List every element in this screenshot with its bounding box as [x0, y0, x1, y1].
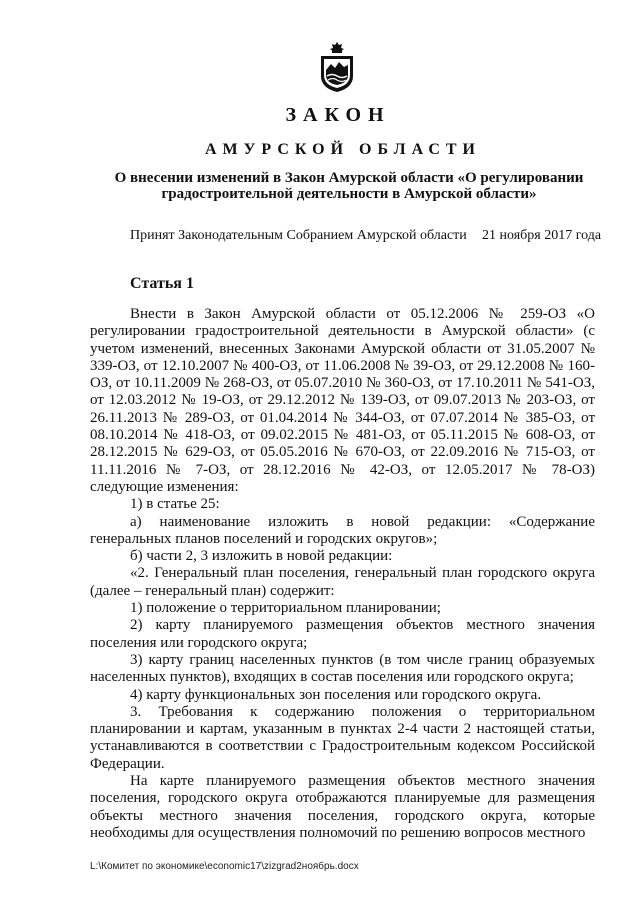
paragraph: Внести в Закон Амурской области от 05.12.2006 № 259-ОЗ «О регулировании градостроительной деятельности в Амурской области» (с учетом изменений, внесенных Законами Амурской области от 31.05.2007 № 339-ОЗ, от 12.10.2007 № 400-ОЗ, от 11.06.2008 № 39-ОЗ, от 29.12.2008 № 160-ОЗ, от 10.11.2009 № 268-ОЗ, от 05.07.2010 № 360-ОЗ, от 17.10.2011 № 541-ОЗ, от 12.03.2012 № 19-ОЗ, от 29.12.2012 № 139-ОЗ, от 09.07.2013 № 203-ОЗ, от 26.11.2013 № 289-ОЗ, от 01.04.2014 № 344-ОЗ, от 07.07.2014 № 385-ОЗ, от 08.10.2014 № 418-ОЗ, от 09.02.2015 № 481-ОЗ, от 05.11.2015 № 608-ОЗ, от 28.12.2015 № 629-ОЗ, от 05.05.2016 № 670-ОЗ, от 22.09.2016 № 715-ОЗ, от 11.11.2016 № 7-ОЗ, от 28.12.2016 № 42-ОЗ, от 12.05.2017 № 78-ОЗ) следующие изменения:	[90, 306, 595, 495]
document-title: ЗАКОН	[285, 104, 391, 126]
paragraph: а) наименование изложить в новой редакции: «Содержание генеральных планов поселений и городских округов»;	[90, 513, 595, 547]
paragraph: 3. Требования к содержанию положения о территориальном планировании и картам, указанным в пунктах 2-4 части 2 настоящей статьи, устанавливаются в соответствии с Градостроительным кодексом Российской Федерации.	[90, 703, 595, 772]
paragraph: 1) в статье 25:	[130, 496, 220, 513]
file-path-footer: L:\Комитет по экономике\economic17\zizgrad2ноябрь.docx	[90, 861, 359, 872]
article-heading: Статья 1	[130, 275, 194, 292]
paragraph: «2. Генеральный план поселения, генеральный план городского округа (далее – генеральный план) содержит:	[90, 565, 595, 599]
document-region: АМУРСКОЙ ОБЛАСТИ	[205, 141, 481, 158]
paragraph: 2) карту планируемого размещения объектов местного значения поселения или городского округа;	[90, 617, 595, 651]
paragraph: 1) положение о территориальном планировании;	[130, 600, 441, 617]
article-body	[90, 306, 595, 842]
paragraph: 3) карту границ населенных пунктов (в том числе границ образуемых населенных пунктов), входящих в состав поселения или городского округа;	[90, 651, 595, 686]
paragraph: б) части 2, 3 изложить в новой редакции:	[130, 548, 393, 565]
adopted-by: Принят Законодательным Собранием Амурской области	[130, 228, 467, 243]
coat-of-arms-icon	[318, 40, 356, 94]
adopted-date: 21 ноября 2017 года	[482, 228, 602, 243]
paragraph: На карте планируемого размещения объектов местного значения поселения, городского округа отображаются планируемые для размещения объекты местного значения поселения, городского округа, которые необходимы для осуществления полномочий по решению вопросов местного	[90, 773, 595, 841]
paragraph: 4) карту функциональных зон поселения или городского округа.	[130, 686, 542, 703]
law-subject: О внесении изменений в Закон Амурской области «О регулировании градостроительной деятельности в Амурской области»	[114, 170, 584, 202]
